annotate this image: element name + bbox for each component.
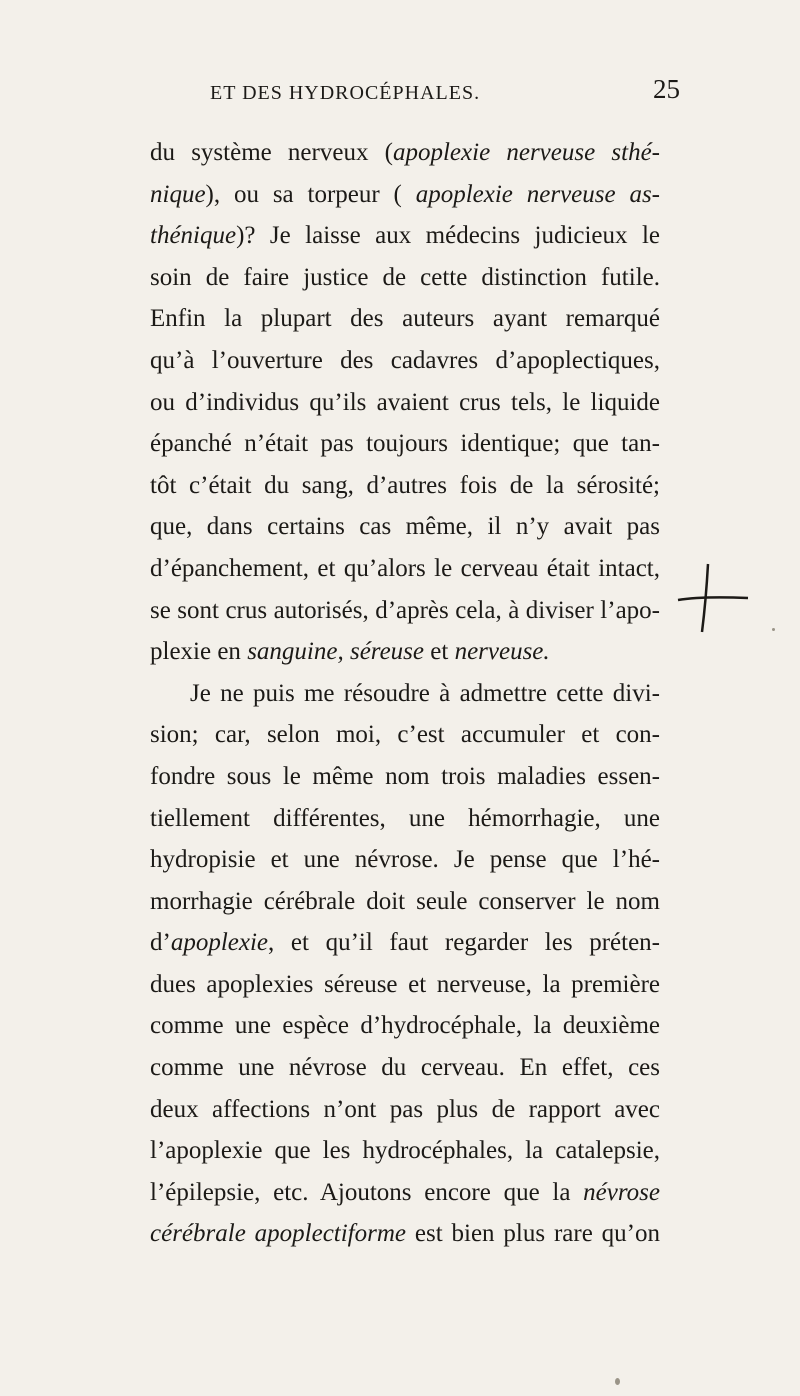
paper-speck	[772, 628, 775, 631]
text-line-11: d’épanchement, et qu’alors le cerveau était intact,	[150, 554, 660, 582]
text-line-3: thénique)? Je laisse aux médecins judicieux le	[150, 222, 660, 250]
text-line-6: qu’à l’ouverture des cadavres d’apoplectiques,	[150, 346, 660, 374]
text-line-7: ou d’individus qu’ils avaient crus tels, le liquide	[150, 388, 660, 416]
text-line-2: nique), ou sa torpeur ( apoplexie nerveuse as-	[150, 180, 660, 208]
text-line-14: Je ne puis me résoudre à admettre cette divi-	[190, 679, 660, 707]
page-number: 25	[653, 74, 680, 104]
running-head: ET DES HYDROCÉPHALES.	[210, 82, 481, 104]
text-line-20: d’apoplexie, et qu’il faut regarder les préten-	[150, 929, 660, 957]
text-line-25: l’apoplexie que les hydrocéphales, la catalepsie,	[150, 1137, 660, 1165]
text-line-21: dues apoplexies séreuse et nerveuse, la première	[150, 970, 660, 998]
text-line-23: comme une névrose du cerveau. En effet, ces	[150, 1054, 660, 1082]
text-line-4: soin de faire justice de cette distinction futile.	[150, 263, 660, 291]
text-line-12: se sont crus autorisés, d’après cela, à diviser l’apo-	[150, 596, 660, 624]
text-line-26: l’épilepsie, etc. Ajoutons encore que la névrose	[150, 1178, 660, 1206]
text-line-17: tiellement différentes, une hémorrhagie, une	[150, 804, 660, 832]
text-line-13: plexie en sanguine, séreuse et nerveuse.	[150, 638, 550, 666]
text-line-19: morrhagie cérébrale doit seule conserver le nom	[150, 887, 660, 915]
text-line-16: fondre sous le même nom trois maladies essen-	[150, 762, 660, 790]
paper-speck	[615, 1378, 620, 1385]
text-line-9: tôt c’était du sang, d’autres fois de la sérosité;	[150, 471, 660, 499]
text-line-8: épanché n’était pas toujours identique; que tan-	[150, 430, 660, 458]
text-line-5: Enfin la plupart des auteurs ayant remarqué	[150, 305, 660, 333]
body-text	[150, 132, 660, 1255]
text-line-27: cérébrale apoplectiforme est bien plus rare qu’on	[150, 1220, 660, 1248]
text-line-1: du système nerveux (apoplexie nerveuse sthé-	[150, 139, 660, 166]
text-line-24: deux affections n’ont pas plus de rapport avec	[150, 1095, 660, 1123]
text-line-15: sion; car, selon moi, c’est accumuler et con-	[150, 721, 660, 749]
text-line-18: hydropisie et une névrose. Je pense que l’hé-	[150, 846, 660, 874]
text-line-10: que, dans certains cas même, il n’y avait pas	[150, 513, 660, 541]
margin-cross-mark	[672, 560, 752, 640]
text-line-22: comme une espèce d’hydrocéphale, la deuxième	[150, 1012, 660, 1040]
